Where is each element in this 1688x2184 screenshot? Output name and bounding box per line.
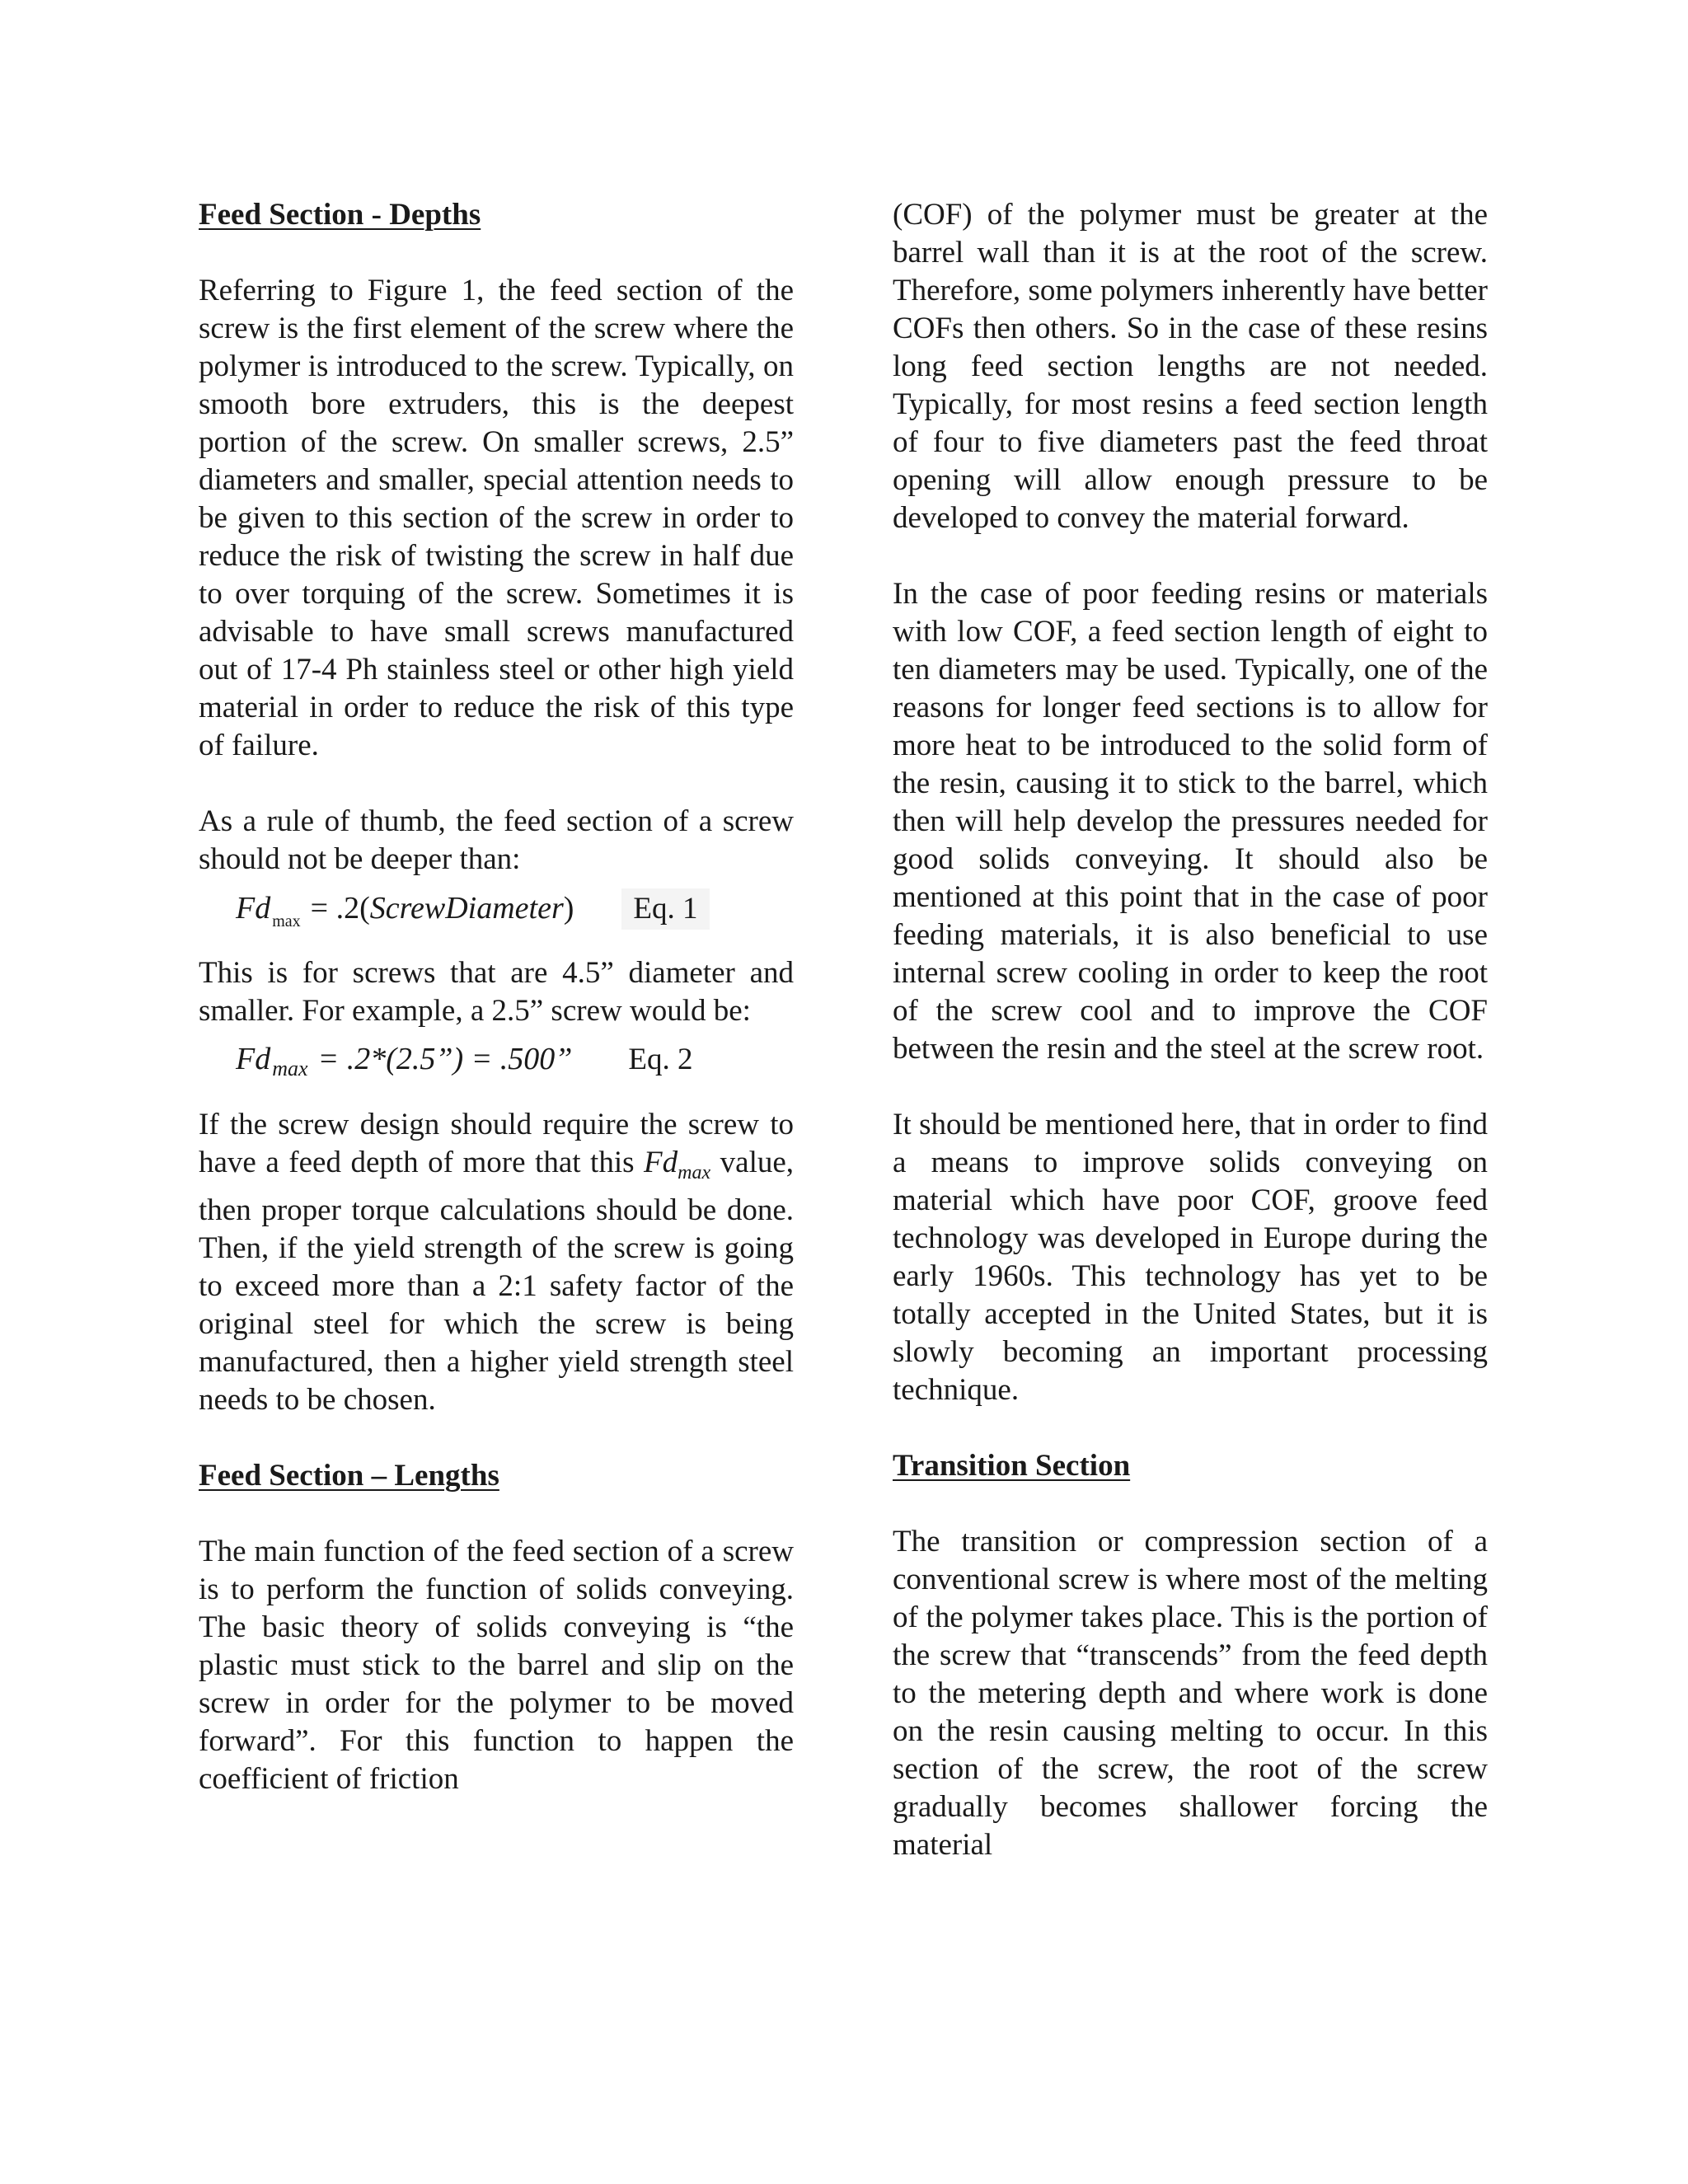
eq2-rhs: = .2*(2.5”) = .500” xyxy=(317,1042,573,1076)
paragraph-groove-feed: It should be mentioned here, that in order to find a means to improve solids conveying on material which have poor COF, groove feed technology was developed in Europe during the early 1960s. This technology has yet to be totally accepted in the United States, but it is slowly becoming an important processing technique. xyxy=(893,1108,1488,1407)
paragraph-poor-feeding: In the case of poor feeding resins or materials with low COF, a feed section length of eight to ten diameters may be used. Typically, one of the reasons for longer feed sections is to allow for more heat to be introduced to the solid form of the resin, causing it to stick to the barrel, which then will help develop the pressures needed for good solids conveying. It should also be mentioned at this point that in the case of poor feeding materials, it is also beneficial to use internal screw cooling in order to keep the root of the screw cool and to improve the COF between the resin and the steel at the screw root. xyxy=(893,577,1488,1066)
eq1-lhs: Fd $_{max}$ xyxy=(236,891,301,930)
equation-2 xyxy=(199,1030,794,1106)
right-column xyxy=(893,196,1488,1864)
paragraph-feed-depths-intro: Referring to Figure 1, the feed section of the screw is the first element of the screw where the polymer is introduced to the screw. Typically, on smooth bore extruders, this is the deepest portion of the screw. On smaller screws, 2.5” diameters and smaller, special attention needs to be given to this section of the screw in order to reduce the risk of twisting the screw in half due to over torquing of the screw. Sometimes it is advisable to have small screws manufactured out of 17-4 Ph stainless steel or other high yield material in order to reduce the risk of this type of failure. xyxy=(199,274,794,762)
heading-feed-depths: Feed Section - Depths xyxy=(199,198,481,232)
left-column xyxy=(199,196,794,1798)
paragraph-rule-of-thumb: As a rule of thumb, the feed section of a screw should not be deeper than: xyxy=(199,804,794,876)
paragraph-example: This is for screws that are 4.5” diameter and smaller. For example, a 2.5” screw would be: xyxy=(199,956,794,1028)
eq2-label: Eq. 2 xyxy=(628,1043,693,1076)
eq1-label: Eq. 1 xyxy=(621,888,709,930)
heading-feed-lengths: Feed Section – Lengths xyxy=(199,1459,499,1493)
equation-1 xyxy=(199,879,794,954)
paragraph-cof: (COF) of the polymer must be greater at the barrel wall than it is at the root of the screw. Therefore, some polymers inherently have better COFs then others. So in the case of these resins long feed section lengths are not needed. Typically, for most resins a feed section length of four to five diameters past the feed throat opening will allow enough pressure to be developed to convey the material forward. xyxy=(893,198,1488,535)
heading-transition-section: Transition Section xyxy=(893,1449,1131,1483)
eq1-rhs: = .2(ScrewDiameter) xyxy=(310,891,574,926)
paragraph-transition: The transition or compression section of a conventional screw is where most of the melting of the polymer takes place. This is the portion of the screw that “transcends” from the feed depth to the metering depth and where work is done on the resin causing melting to occur. In this section of the screw, the root of the screw gradually becomes shallower forcing the material xyxy=(893,1525,1488,1862)
paragraph-feed-lengths: The main function of the feed section of a screw is to perform the function of solids conveying. The basic theory of solids conveying is “the plastic must stick to the barrel and slip on the screw in order for the polymer to be moved forward”. For this function to happen the coefficient of friction xyxy=(199,1535,794,1796)
paragraph-torque: If the screw design should require the screw to have a feed depth of more that this $Fd_{max}$ value, then proper torque calculations should be done. Then, if the yield strength of the screw is going to exceed more than a 2:1 safety factor of the original steel for which the screw is being manufactured, then a higher yield strength steel needs to be chosen. xyxy=(199,1108,795,1417)
eq2-lhs: $Fd_{max}$ xyxy=(236,1042,308,1080)
